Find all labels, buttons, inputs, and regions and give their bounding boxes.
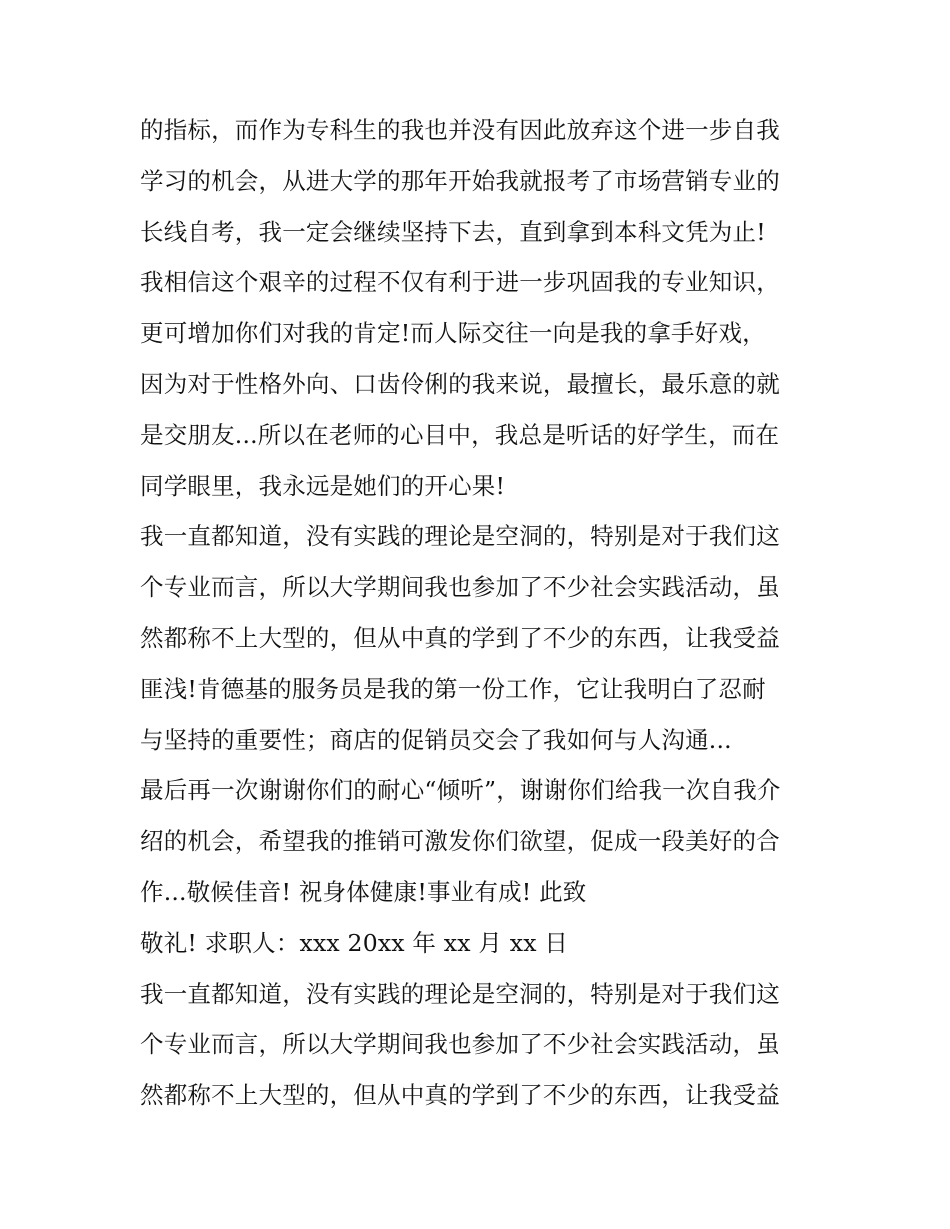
text-line: 然都称不上大型的，但从中真的学到了不少的东西，让我受益 <box>140 623 780 652</box>
text-line: 个专业而言，所以大学期间我也参加了不少社会实践活动，虽 <box>140 573 780 602</box>
document-body <box>140 105 820 1121</box>
text-line: 长线自考，我一定会继续坚持下去，直到拿到本科文凭为止! <box>140 217 766 246</box>
text-line: 最后再一次谢谢你们的耐心“倾听”，谢谢你们给我一次自我介 <box>140 776 781 805</box>
text-line: 我相信这个艰辛的过程不仅有利于进一步巩固我的专业知识， <box>140 268 780 297</box>
text-line: 我一直都知道，没有实践的理论是空洞的，特别是对于我们这 <box>140 522 780 551</box>
text-line: 因为对于性格外向、口齿伶俐的我来说，最擅长，最乐意的就 <box>140 369 780 398</box>
text-line: 的指标，而作为专科生的我也并没有因此放弃这个进一步自我 <box>140 116 780 144</box>
text-line: 个专业而言，所以大学期间我也参加了不少社会实践活动，虽 <box>140 1030 780 1059</box>
text-line: 是交朋友...所以在老师的心目中，我总是听话的好学生，而在 <box>140 420 780 449</box>
text-line: 我一直都知道，没有实践的理论是空洞的，特别是对于我们这 <box>140 979 780 1008</box>
text-line: 然都称不上大型的，但从中真的学到了不少的东西，让我受益 <box>140 1081 780 1110</box>
text-line: 同学眼里，我永远是她们的开心果! <box>140 471 506 500</box>
text-line: 作...敬候佳音! 祝身体健康!事业有成! 此致 <box>140 877 587 906</box>
text-line: 绍的机会，希望我的推销可激发你们欲望，促成一段美好的合 <box>140 827 780 856</box>
text-line: 匪浅!肯德基的服务员是我的第一份工作，它让我明白了忍耐 <box>140 674 766 703</box>
text-line: 与坚持的重要性；商店的促销员交会了我如何与人沟通... <box>140 725 732 754</box>
signature-line: 敬礼! 求职人：xxx 20xx 年 xx 月 xx 日 <box>140 928 569 957</box>
text-line: 学习的机会，从进大学的那年开始我就报考了市场营销专业的 <box>140 166 780 195</box>
text-line: 更可增加你们对我的肯定!而人际交往一向是我的拿手好戏， <box>140 319 766 348</box>
